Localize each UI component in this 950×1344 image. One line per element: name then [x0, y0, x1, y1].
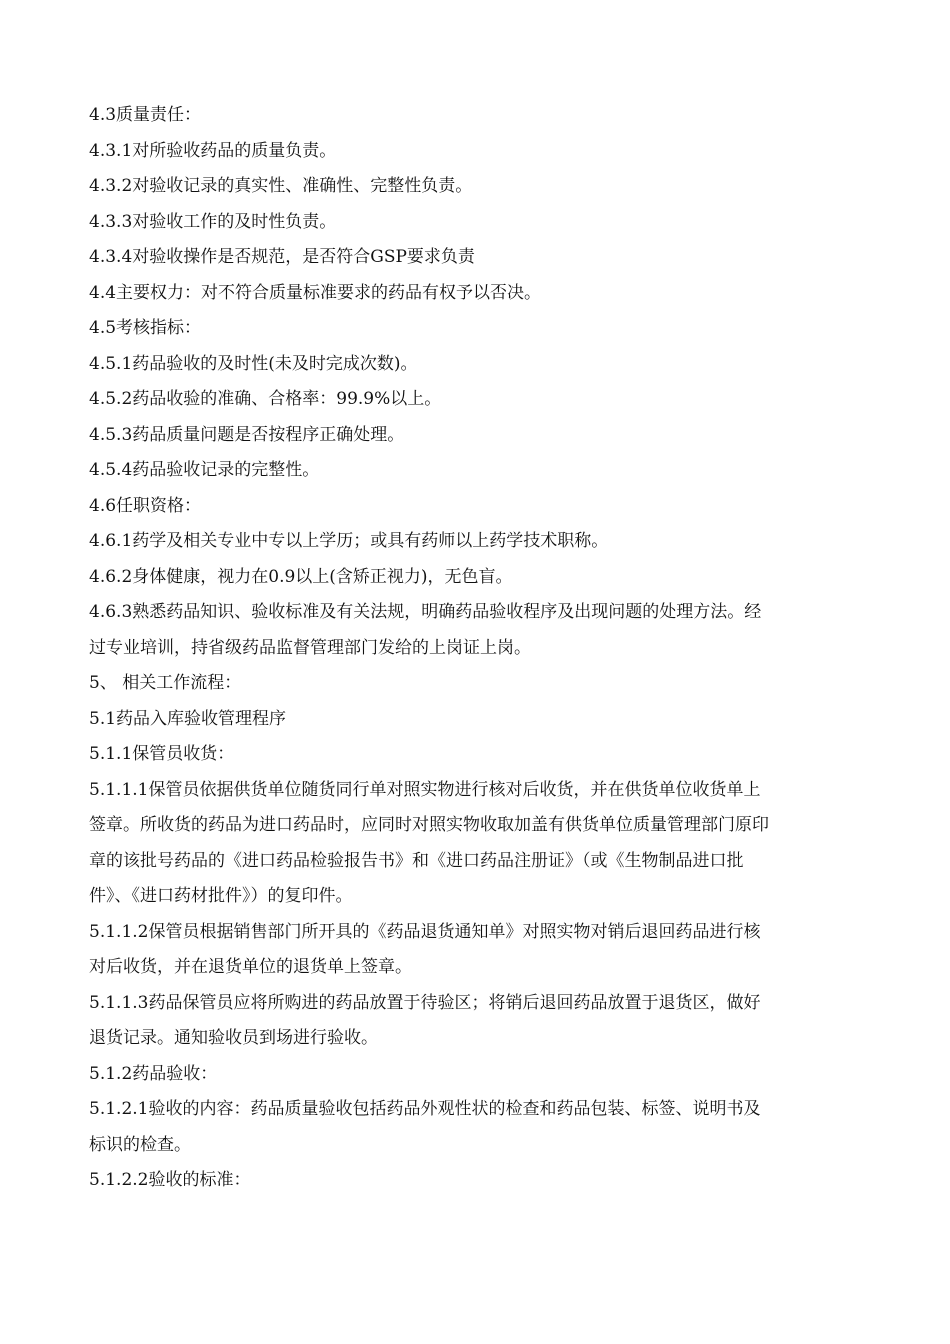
text-line: 4.5.2药品收验的准确、合格率：99.9%以上。	[89, 389, 442, 409]
heading-quality-responsibility: 4.3质量责任：	[89, 105, 202, 125]
heading-inbound-inspection: 5.1药品入库验收管理程序	[89, 708, 287, 729]
text-line: 5.1.1.2保管员根据销售部门所开具的《药品退货通知单》对照实物对销后退回药品进行核	[89, 921, 761, 942]
text-line: 4.5.3药品质量问题是否按程序正确处理。	[89, 424, 405, 445]
text-line: 4.3.3对验收工作的及时性负责。	[89, 211, 337, 232]
text-line: 签章。所收货的药品为进口药品时，应同时对照实物收取加盖有供货单位质量管理部门原印	[89, 815, 769, 835]
text-line: 过专业培训，持省级药品监督管理部门发给的上岗证上岗。	[89, 637, 531, 658]
heading-main-authority: 4.4主要权力：对不符合质量标准要求的药品有权予以否决。	[89, 282, 542, 303]
text-line: 4.5.1药品验收的及时性(未及时完成次数)。	[89, 353, 418, 374]
document-page	[89, 98, 864, 1199]
text-line: 4.3.1对所验收药品的质量负责。	[89, 140, 337, 161]
heading-qualifications: 4.6任职资格：	[89, 495, 202, 516]
heading-drug-inspection: 5.1.2药品验收：	[89, 1063, 218, 1084]
text-line: 5.1.1.1保管员依据供货单位随货同行单对照实物进行核对后收货，并在供货单位收货单上	[89, 779, 761, 800]
heading-inspection-standard: 5.1.2.2验收的标准：	[89, 1170, 251, 1190]
text-line: 4.6.1药学及相关专业中专以上学历；或具有药师以上药学技术职称。	[89, 531, 609, 551]
text-line: 退货记录。通知验收员到场进行验收。	[89, 1028, 378, 1048]
text-line: 4.5.4药品验收记录的完整性。	[89, 460, 320, 480]
text-line: 标识的检查。	[89, 1134, 191, 1155]
text-line: 件》、《进口药材批件》）的复印件。	[89, 886, 353, 906]
text-line: 对后收货，并在退货单位的退货单上签章。	[89, 957, 412, 977]
text-line: 4.3.4对验收操作是否规范，是否符合GSP要求负责	[89, 247, 475, 267]
heading-receiving: 5.1.1保管员收货：	[89, 744, 235, 764]
text-line: 4.6.3熟悉药品知识、验收标准及有关法规，明确药品验收程序及出现问题的处理方法。经	[89, 602, 762, 622]
text-line: 章的该批号药品的《进口药品检验报告书》和《进口药品注册证》（或《生物制品进口批	[89, 850, 744, 871]
text-line: 4.3.2对验收记录的真实性、准确性、完整性负责。	[89, 176, 473, 196]
heading-assessment-indicators: 4.5考核指标：	[89, 318, 202, 338]
text-line: 5.1.2.1验收的内容：药品质量验收包括药品外观性状的检查和药品包装、标签、说明书及	[89, 1099, 761, 1119]
text-line: 4.6.2身体健康，视力在0.9以上(含矫正视力)，无色盲。	[89, 566, 513, 587]
heading-workflow: 5、 相关工作流程：	[89, 673, 242, 693]
text-line: 5.1.1.3药品保管员应将所购进的药品放置于待验区；将销后退回药品放置于退货区，做好	[89, 992, 761, 1013]
